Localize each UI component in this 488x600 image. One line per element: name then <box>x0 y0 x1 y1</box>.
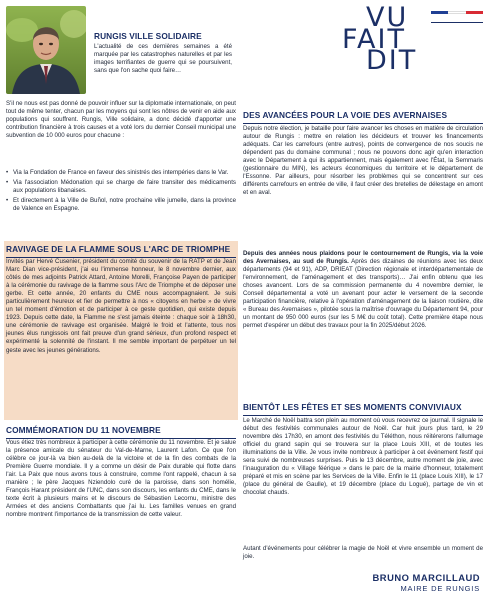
fetes-title: BIENTÔT LES FÊTES ET SES MOMENTS CONVIVIAUX <box>243 402 483 416</box>
masthead <box>318 4 483 84</box>
flag-blue <box>431 11 448 14</box>
signature-role: MAIRE DE RUNGIS <box>400 584 480 593</box>
flag-white <box>448 11 465 14</box>
signature-name: BRUNO MARCILLAUD <box>372 572 480 583</box>
signature <box>373 572 480 593</box>
masthead-dit: DIT <box>366 45 418 76</box>
list-item: • Via l'association Médonation qui se charge de faire transiter des médicaments aux populations libanaises. <box>6 179 236 195</box>
avenues-text-1: Depuis notre élection, je bataille pour faire avancer les choses en matière de circulation autour de Rungis : mettre en relation les décideurs et trouver les financements adéquats. Car les carrefours (entre autres), points de convergence de nos soucis ne dépendent pas du domaine communal ; nous ne pouvons donc agir qu'en interaction avec le Département à qui ils appartiennent, mais également avec l'État, la Semmaris (gestionnaire du MIN), les acteurs économiques du territoire et le département de l'Essonne. Par ailleurs, pour résorber les problèmes qui se concentrent sur ces différents carrefours en entrée de ville, il faut créer des bretelles de délestage en amont et en aval. <box>243 125 483 197</box>
masthead-rule <box>431 22 483 23</box>
donation-list <box>6 169 236 215</box>
lead-paragraph: S'il ne nous est pas donné de pouvoir influer sur la diplomatie internationale, on peut tout de même tenter, chacun par les moyens qui sont les nôtres de venir en aide aux populations qui souffrent. Rungis, Ville solidaire, a donc décidé d'apporter une contribution financière à trois causes et a voté lors du dernier Conseil municipal une subvention de 10 000 euros pour chacune : <box>6 100 236 140</box>
list-item: • Et directement à la Ville de Buñol, notre prochaine ville jumelle, dans la province de Valence en Espagne. <box>6 197 236 213</box>
masthead-fait: FAIT <box>342 24 406 55</box>
commemoration-text: Vous étiez très nombreux à participer à cette cérémonie du 11 novembre. Et je salue la présence amicale du sénateur du Val-de-Marne, Laurent Lafon. Ce que l'on célèbre ce jour-là va bien au-delà de la victoire et de la fin des combats de la Première Guerre mondiale. Il y a comme un désir de Paix durable qui flotte dans l'air. La Paix que nous avons tous à construire, comme l'ont rappelé, chacun à sa manière ; le père Jacques Nziendolo curé de la paroisse, dans son homélie, François Harant président de l'UNC, dans son discours, les enfants du CME, dans le texte écrit à plusieurs mains et le discours de Sébastien Lecornu, ministre des Armées et des anciens Combattants que j'ai lu. Les familles venues en grand nombre montrent l'importance de la transmission de cette valeur. <box>6 439 236 519</box>
avenues-body: Après des dizaines de réunions avec les deux départements (94 et 91), ADP, DRIEAT (Direction régionale et interdépartementale de l'environnement, de l'aménagement et des transports)… J'ai enfin obtenu que les choses avancent. Lors de sa commission permanente du 4 novembre dernier, le Conseil départemental a voté un avenant pour acter le versement de la seconde participation financière, relative à l'opération d'aménagement de la liaison routière, dite « Bureau des Avernaises », pilotée sous la maîtrise d'ouvrage du Département 94, pour un montant de 950 000 euros (sur les 5 M€ du coût total). Cette première étape nous permet d'espérer un début des travaux pour la fin 2025/début 2026. <box>243 258 483 330</box>
list-item: • Via la Fondation de France en faveur des sinistrés des intempéries dans le Var. <box>6 169 236 177</box>
fetes-text-2: Autant d'événements pour célébrer la magie de Noël et vivre ensemble un moment de joie. <box>243 545 483 561</box>
avenues-text-2 <box>243 250 483 330</box>
commemoration-title: COMMÉMORATION DU 11 NOVEMBRE <box>6 425 236 439</box>
avenues-title: DES AVANCÉES POUR LA VOIE DES AVERNAISES <box>243 110 483 124</box>
mayor-portrait-photo <box>6 6 86 94</box>
ravivage-text: Invités par Hervé Cusenier, président du comité du souvenir de la RATP et de Jean Marc Dian vice-président, j'ai eu l'immense honneur, le 8 novembre dernier, aux côtés de mes adjoints Patrick Attard, Antoine Morelli, Françoise Payen de participer à la cérémonie du ravivage de la flamme sous l'Arc de Triomphe et de déposer une gerbe. Et cette année, 20 enfants du CME nous accompagnaient. Je suis particulièrement heureux et fier de permettre à nos « citoyens en herbe » de vivre un tel moment d'émotion et de participer à ce geste quotidien, qui existe depuis 1923. Depuis cette date, la Flamme ne s'est jamais éteinte : chaque soir à 18h30, une cérémonie de ravivage est organisée. Malgré le froid et l'attente, tous nos jeunes élus rungissois ont fait preuve d'un grand sérieux, d'un profond respect et expérimenté la solennité de l'instant. Il me semble important de perpétuer un tel geste avec les jeunes générations. <box>6 258 236 354</box>
masthead-vu: VU <box>366 2 409 33</box>
french-flag-stripe <box>431 11 483 14</box>
fetes-text: Le Marché de Noël battra son plein au moment où vous recevrez ce journal. Il signale le début des festivités communales autour de Noël. Car huit jours plus tard, le 29 novembre dès 17h30, en amont des festivités du Téléthon, nous réitérerons l'allumage officiel du grand sapin qui se trouvera sur la place Louis XIII, et de toutes les illuminations de la Ville. Je vous invite nombreux à participer à cet événement festif qui sera suivi de nombreuses surprises. Puis le 13 décembre, autre moment de joie, avec l'inauguration du « Village féérique » dans le parc de la mairie d'honneur, totalement préparé et mis en scène par les Services de la Ville. Enfin le 11 (place Louis XIII), le 17 (place du général de Gaulle), et 19 décembre (place du Logué), partage de vin et chocolat chauds. <box>243 417 483 497</box>
avenues-lead: Depuis des années nous plaidons pour le contournement de Rungis, via la voie des Avernaises, au sud de Rungis. <box>243 250 483 266</box>
ravivage-title: RAVIVAGE DE LA FLAMME SOUS L'ARC DE TRIOMPHE <box>6 244 236 258</box>
intro-text: L'actualité de ces dernières semaines a été marquée par les catastrophes naturelles et par les images terrifiantes de guerre qui se poursuivent, sans que l'on sache quoi faire… <box>94 43 232 75</box>
intro-title: RUNGIS VILLE SOLIDAIRE <box>94 31 202 41</box>
portrait-illustration <box>6 6 86 94</box>
flag-red <box>466 11 483 14</box>
